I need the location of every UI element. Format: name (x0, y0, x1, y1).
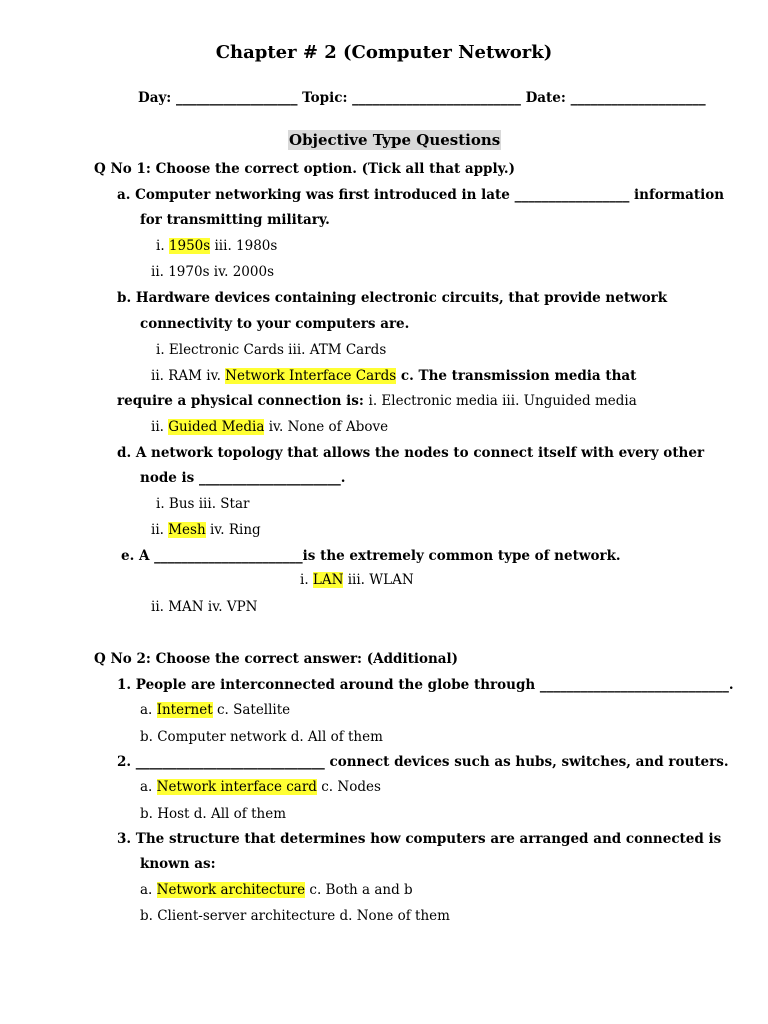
option-prefix: a. (140, 702, 157, 718)
option-prefix: i. (156, 238, 169, 254)
q1a-question-line2: for transmitting military. (140, 212, 330, 228)
section-heading: Objective Type Questions (289, 131, 501, 149)
highlighted-answer: Network Interface Cards (225, 368, 397, 384)
q1c-question-line2 (117, 392, 637, 410)
option-prefix: i. (300, 572, 313, 588)
option-rest: c. Both a and b (305, 882, 413, 898)
q1e-option-line2: ii. MAN iv. VPN (151, 599, 258, 615)
q2-1-question: 1. People are interconnected around the globe through ____________________________. (117, 677, 734, 693)
q1d-question-line1: d. A network topology that allows the nodes to connect itself with every other (117, 445, 705, 461)
q2-2-option-line1 (140, 778, 381, 796)
q2-2-option-line2: b. Host d. All of them (140, 806, 286, 822)
q2-3-option-line1 (140, 881, 413, 899)
option-rest: c. Satellite (212, 702, 291, 718)
q2-2-question: 2. ____________________________ connect devices such as hubs, switches, and routers. (117, 754, 729, 770)
question-text: require a physical connection is: (117, 393, 369, 409)
highlighted-answer: LAN (312, 572, 344, 588)
q1a-question-line1: a. Computer networking was first introduced in late _________________ information (117, 187, 725, 203)
q1b-option-line1: i. Electronic Cards iii. ATM Cards (156, 342, 387, 358)
q1b-question-line2: connectivity to your computers are. (140, 316, 410, 332)
option-prefix: a. (140, 882, 157, 898)
option-rest: iv. Ring (205, 522, 261, 538)
option-rest: c. Nodes (316, 779, 381, 795)
q1c-question-line1: c. The transmission media that (396, 368, 637, 384)
q2-heading: Q No 2: Choose the correct answer: (Additional) (94, 651, 459, 667)
q1a-option-line1 (156, 237, 277, 255)
option-rest: iii. WLAN (343, 572, 414, 588)
highlighted-answer: Network architecture (156, 882, 306, 898)
q2-3-question-line2: known as: (140, 856, 216, 872)
q1d-question-line2: node is _____________________. (140, 470, 346, 486)
option-prefix: ii. (151, 522, 169, 538)
q2-3-option-line2: b. Client-server architecture d. None of them (140, 908, 450, 924)
option-prefix: a. (140, 779, 157, 795)
q1e-question-line1: e. A ______________________is the extremely common type of network. (121, 548, 621, 564)
highlighted-answer: Network interface card (156, 779, 317, 795)
q1-heading: Q No 1: Choose the correct option. (Tick all that apply.) (94, 161, 516, 177)
q1a-option-line2: ii. 1970s iv. 2000s (151, 264, 275, 280)
highlighted-answer: 1950s (168, 238, 211, 254)
q2-1-option-line1 (140, 701, 290, 719)
q1b-question-line1: b. Hardware devices containing electronic circuits, that provide network (117, 290, 668, 306)
q1d-option-line2 (151, 521, 261, 539)
q1c-option-line2 (151, 418, 388, 436)
option-rest: iv. None of Above (264, 419, 389, 435)
page-title: Chapter # 2 (Computer Network) (215, 42, 553, 63)
option-prefix: ii. (151, 419, 169, 435)
highlighted-answer: Mesh (168, 522, 206, 538)
highlighted-answer: Internet (156, 702, 213, 718)
option-rest: iii. 1980s (210, 238, 278, 254)
q2-1-option-line2: b. Computer network d. All of them (140, 729, 383, 745)
meta-line: Day: __________________ Topic: _________________________ Date: ____________________ (138, 90, 706, 106)
q1d-option-line1: i. Bus iii. Star (156, 496, 250, 512)
q1e-option-line1 (300, 571, 414, 589)
option-text: i. Electronic media iii. Unguided media (368, 393, 637, 409)
q2-3-question-line1: 3. The structure that determines how computers are arranged and connected is (117, 831, 722, 847)
option-prefix: ii. RAM iv. (151, 368, 226, 384)
highlighted-answer: Guided Media (168, 419, 265, 435)
q1b-option-line2 (151, 367, 636, 385)
